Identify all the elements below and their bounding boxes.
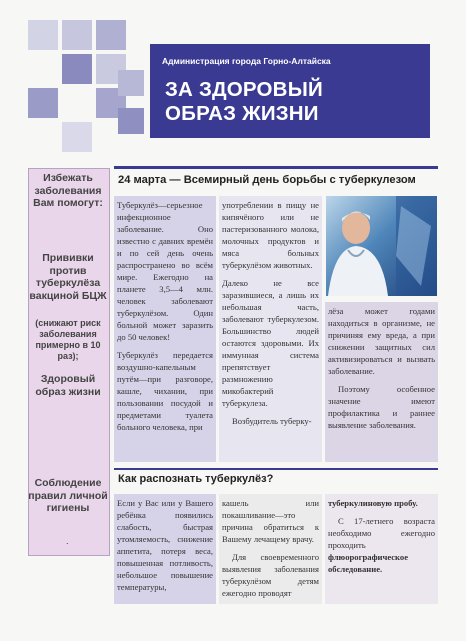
- paragraph: [328, 515, 435, 575]
- text-column-5: [219, 494, 322, 604]
- sidebar-vaccination: Прививки против туберкулёза вакциной БЦЖ: [29, 252, 107, 302]
- heading-rule: [114, 166, 438, 169]
- sidebar-vaccination-note: (снижают риск заболевания примерно в 10 раз);: [35, 318, 101, 361]
- text-column-3: [325, 302, 438, 462]
- sidebar-healthy-life: Здоровый образ жизни: [35, 373, 101, 398]
- decor-square: [118, 70, 144, 96]
- paragraph: Далеко не все заразившиеся, а лишь их небольшая часть, заболевают туберкулезом. Большинство людей остаются здоровыми. Их иммунная система препятствует размножению микобактерий туберкулеза.: [222, 278, 319, 408]
- text-column-1: [114, 196, 216, 462]
- section-rule: [114, 468, 438, 470]
- decor-square: [28, 88, 58, 118]
- paragraph: Туберкулёз передается воздушно-капельным путём—при разговоре, кашле, чихании, при пользовании посудой и предметами туалета больного человека, при: [117, 350, 213, 432]
- text-column-6: [325, 494, 438, 604]
- paragraph-text: С 17-летнего возраста необходимо ежегодно проходить: [328, 516, 435, 550]
- paragraph: кашель или покашливание—это причина обратиться к Вашему лечащему врачу.: [222, 498, 319, 544]
- decor-square: [96, 20, 126, 50]
- title-line-2: ОБРАЗ ЖИЗНИ: [165, 102, 319, 125]
- header-admin-line: Администрация города Горно-Алтайска: [162, 56, 331, 66]
- decor-square: [62, 20, 92, 50]
- title-line-1: ЗА ЗДОРОВЫЙ: [165, 78, 323, 101]
- sidebar-hygiene: Соблюдение правил личной гигиены: [28, 477, 108, 514]
- text-column-2: [219, 196, 322, 462]
- decor-square: [62, 54, 92, 84]
- text-column-4: [114, 494, 216, 604]
- sidebar-dot: .: [66, 536, 69, 546]
- doctor-illustration: [326, 196, 437, 296]
- decor-square: [118, 108, 144, 134]
- section-heading: Как распознать туберкулёз?: [118, 473, 274, 485]
- paragraph: Если у Вас или у Вашего ребёнка появились слабость, быстрая утомляемость, снижение аппетита, потеря веса, повышенная потливость, небольшое повышение температуры,: [117, 498, 213, 592]
- paragraph: туберкулиновую пробу.: [328, 498, 418, 508]
- paragraph: Возбудитель туберку-: [232, 416, 312, 426]
- decor-square: [28, 20, 58, 50]
- page-title: [165, 78, 427, 126]
- paragraph-emphasis: флюорографическое обследование.: [328, 552, 409, 574]
- paragraph: лёза может годами находиться в организме, не причиняя ему вреда, а при снижении защитных сил активизироваться и вызвать заболевание.: [328, 306, 435, 376]
- paragraph: Для своевременного выявления заболевания туберкулёзом детям ежегодно проводят: [222, 552, 319, 598]
- event-heading: 24 марта — Всемирный день борьбы с туберкулезом: [118, 174, 416, 186]
- sidebar-heading: Избежать заболевания Вам помогут:: [33, 172, 103, 209]
- paragraph: употреблении в пищу не кипячёного или не пастеризованного молока, молочных продуктов и мяса больных туберкулёзом животных.: [222, 200, 319, 270]
- doctor-photo: [326, 196, 437, 296]
- paragraph: Туберкулёз—серьезное инфекционное заболевание. Оно известно с давних времён и по сей день очень распространено во всём мире. Ежегодно на планете 3,5—4 млн. человек заболевают туберкулёзом. Один больной может заразить до 50 человек!: [117, 200, 213, 342]
- paragraph: Поэтому особенное значение имеют профилактика и раннее выявление заболевания.: [328, 384, 435, 430]
- decor-square: [62, 122, 92, 152]
